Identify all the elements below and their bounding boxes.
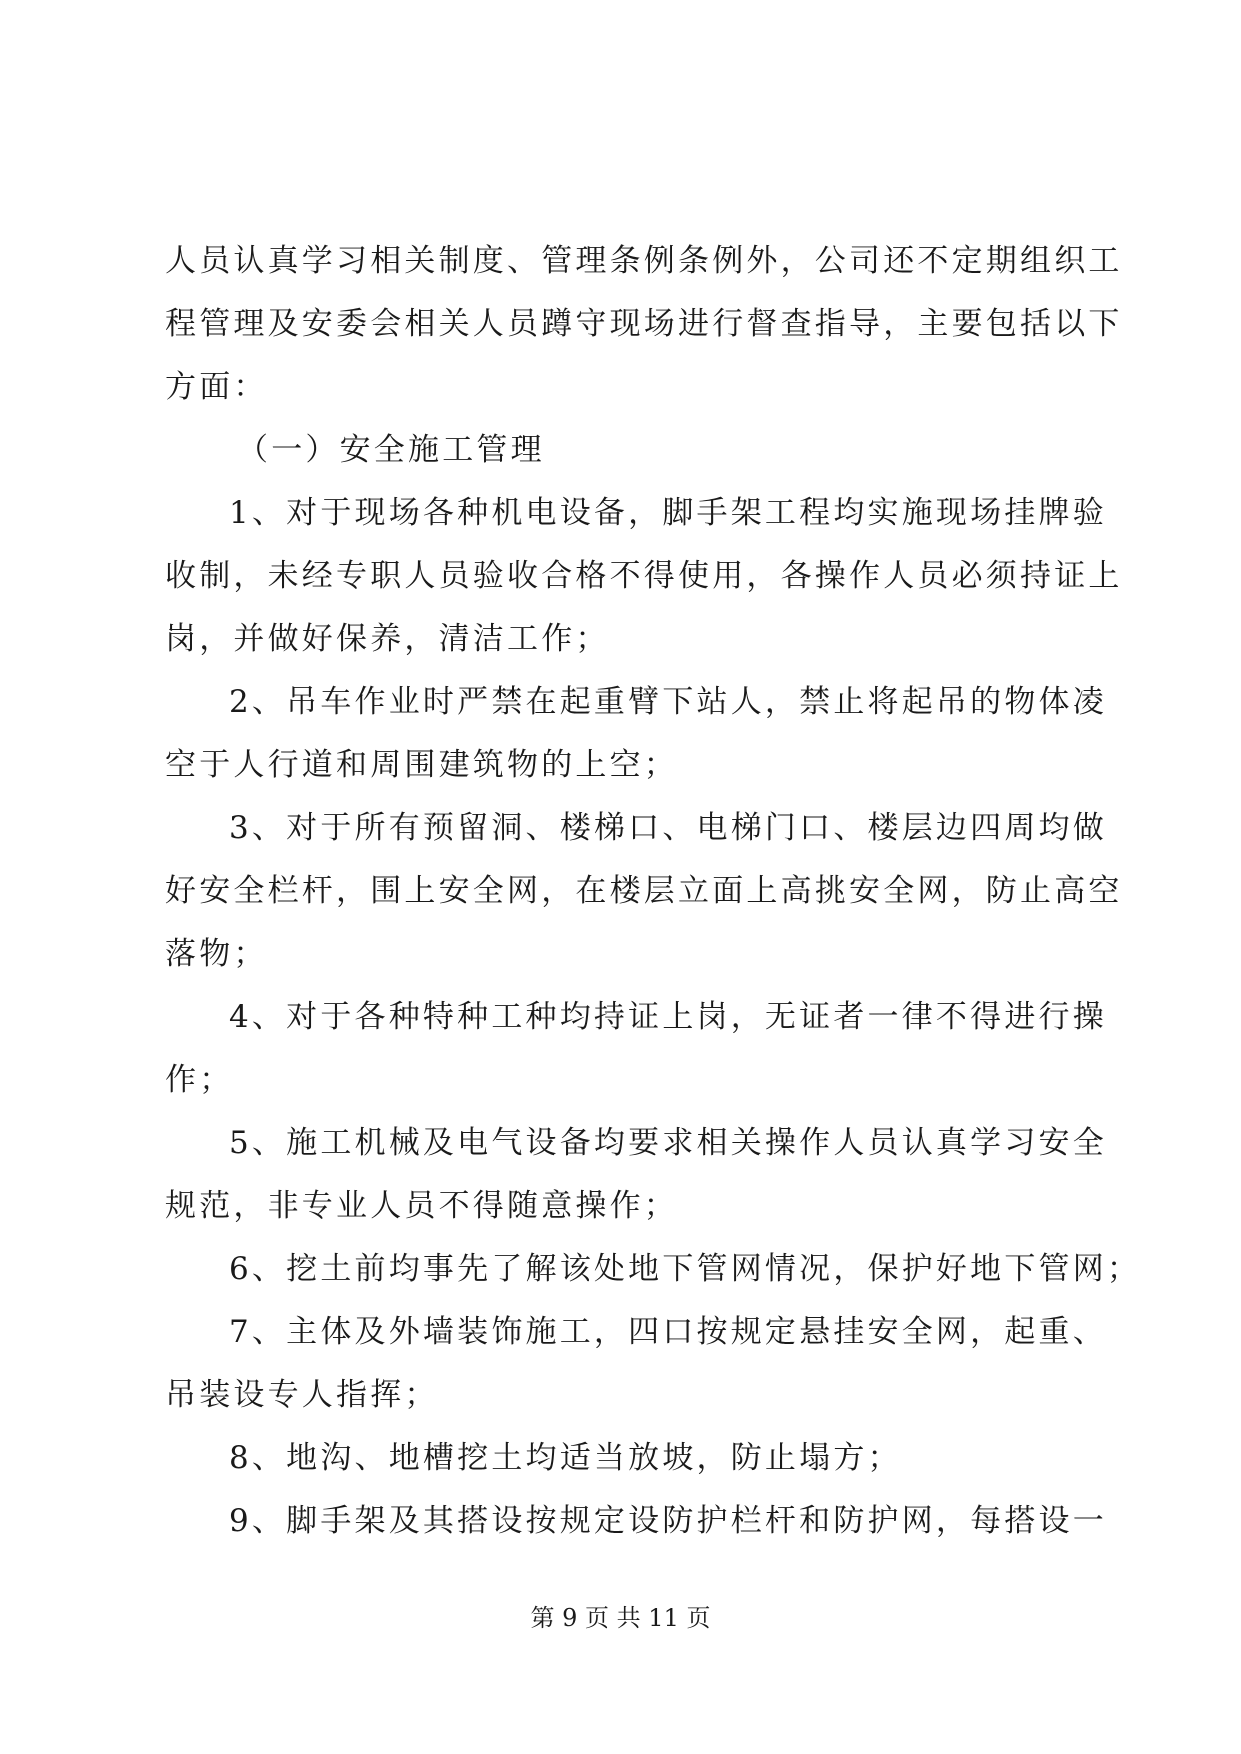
list-item-3-line-1: 3、对于所有预留洞、楼梯口、电梯门口、楼层边四周均做: [229, 810, 1107, 846]
page-footer: [0, 1603, 1241, 1633]
list-item-7-line-2: 吊装设专人指挥；: [165, 1377, 439, 1413]
list-item-5-line-1: 5、施工机械及电气设备均要求相关操作人员认真学习安全: [229, 1125, 1107, 1161]
list-item-1-line-2: 收制，未经专职人员验收合格不得使用，各操作人员必须持证上: [165, 558, 1123, 594]
list-item-3-line-3: 落物；: [165, 936, 268, 972]
list-item-2-line-1: 2、吊车作业时严禁在起重臂下站人，禁止将起吊的物体凌: [229, 684, 1107, 720]
list-item-4-line-1: 4、对于各种特种工种均持证上岗，无证者一律不得进行操: [229, 999, 1107, 1035]
list-item-3-line-2: 好安全栏杆，围上安全网，在楼层立面上高挑安全网，防止高空: [165, 873, 1123, 909]
list-item-6-line-1: 6、挖土前均事先了解该处地下管网情况，保护好地下管网；: [229, 1251, 1142, 1287]
body-line-1: 人员认真学习相关制度、管理条例条例外，公司还不定期组织工: [165, 243, 1123, 279]
list-item-7-line-1: 7、主体及外墙装饰施工，四口按规定悬挂安全网，起重、: [229, 1314, 1107, 1350]
list-item-4-line-2: 作；: [165, 1062, 234, 1098]
list-item-5-line-2: 规范，非专业人员不得随意操作；: [165, 1188, 678, 1224]
page-number-label: 第 9 页 共 11 页: [530, 1604, 711, 1632]
list-item-1-line-1: 1、对于现场各种机电设备，脚手架工程均实施现场挂牌验: [229, 495, 1107, 531]
list-item-9-line-1: 9、脚手架及其搭设按规定设防护栏杆和防护网，每搭设一: [229, 1503, 1107, 1539]
list-item-2-line-2: 空于人行道和周围建筑物的上空；: [165, 747, 678, 783]
body-line-2: 程管理及安委会相关人员蹲守现场进行督查指导，主要包括以下: [165, 306, 1123, 342]
list-item-8-line-1: 8、地沟、地槽挖土均适当放坡，防止塌方；: [229, 1440, 902, 1476]
section-heading: （一）安全施工管理: [237, 432, 545, 468]
body-line-3: 方面：: [165, 369, 268, 405]
list-item-1-line-3: 岗，并做好保养，清洁工作；: [165, 621, 610, 657]
document-body: [165, 230, 1142, 1553]
